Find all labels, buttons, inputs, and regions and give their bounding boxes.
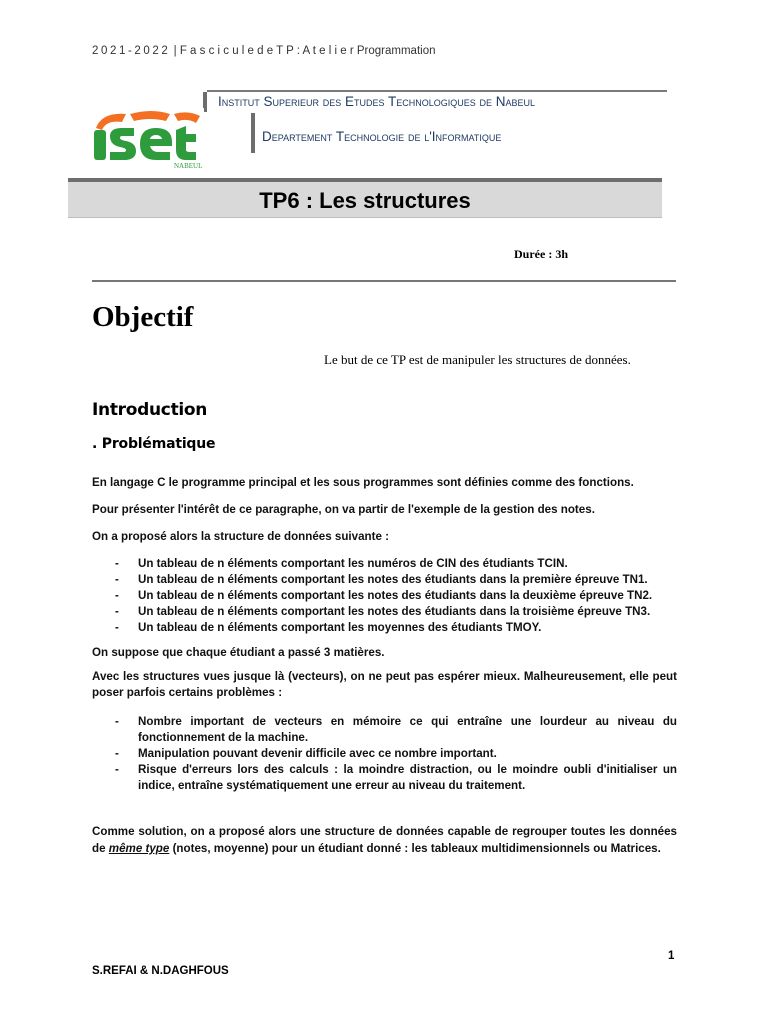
paragraph-3: On a proposé alors la structure de données suivante : <box>92 530 390 543</box>
running-header-topic: Programmation <box>356 45 436 57</box>
list-item: - Manipulation pouvant devenir difficile avec ce nombre important. <box>115 747 497 760</box>
department-name: Departement Technologie de l'Informatique <box>262 129 502 144</box>
department-bar <box>251 113 255 153</box>
logo-subtext: NABEUL <box>174 162 203 170</box>
list-item: - Nombre important de vecteurs en mémoire ce qui entraîne une lourdeur au niveau du fonctionnement de la machine. <box>115 715 677 744</box>
paragraph-4: On suppose que chaque étudiant a passé 3 matières. <box>92 646 385 659</box>
page-number: 1 <box>668 950 675 962</box>
running-header-course: F a s c i c u l e d e T P : A t e l i e r <box>179 45 354 57</box>
running-header <box>92 45 436 57</box>
list-item: - Risque d'erreurs lors des calculs : la moindre distraction, ou le moindre oubli d'initialiser un indice, entraîne systématiquement une erreur au niveau du traitement. <box>115 763 677 792</box>
problem-list <box>115 714 677 794</box>
array-list <box>115 556 698 636</box>
list-item: - Un tableau de n éléments comportant les moyennes des étudiants TMOY. <box>115 621 542 634</box>
list-item: - Un tableau de n éléments comportant les numéros de CIN des étudiants TCIN. <box>115 557 568 570</box>
objective-heading: Objectif <box>92 301 194 333</box>
duration: Durée : 3h <box>514 247 568 261</box>
running-header-year: 2021-2022 <box>92 45 171 57</box>
problematique-heading: . Problématique <box>92 436 216 452</box>
page-title: TP6 : Les structures <box>259 188 471 213</box>
section-rule <box>92 280 676 282</box>
paragraph-6: Comme solution, on a proposé alors une structure de données capable de regrouper toutes les données de même type (notes, moyenne) pour un étudiant donné : les tableaux multidimensionnels ou Matrices. <box>92 825 677 855</box>
list-item: - Un tableau de n éléments comportant les notes des étudiants dans la première épreuve TN1. <box>115 573 648 586</box>
paragraph-2: Pour présenter l'intérêt de ce paragraphe, on va partir de l'exemple de la gestion des notes. <box>92 503 595 516</box>
list-item: - Un tableau de n éléments comportant les notes des étudiants dans la deuxième épreuve TN2. <box>115 589 653 602</box>
emphasis-same-type: même type <box>108 842 170 855</box>
header-rule <box>207 90 667 92</box>
list-item: - Un tableau de n éléments comportant les notes des étudiants dans la troisième épreuve TN3. <box>115 605 651 618</box>
running-header-separator: | <box>173 45 177 57</box>
introduction-heading: Introduction <box>92 400 208 420</box>
paragraph-5: Avec les structures vues jusque là (vecteurs), on ne peut pas espérer mieux. Malheureusement, elle peut poser parfois certains problèmes : <box>92 670 677 699</box>
objective-text: Le but de ce TP est de manipuler les structures de données. <box>324 352 631 367</box>
paragraph-1: En langage C le programme principal et les sous programmes sont définies comme des fonctions. <box>92 476 634 489</box>
institution-name: Institut Superieur des Etudes Technologiques de Nabeul <box>218 94 536 109</box>
footer-authors: S.REFAI & N.DAGHFOUS <box>92 965 229 977</box>
iset-logo <box>92 108 204 170</box>
